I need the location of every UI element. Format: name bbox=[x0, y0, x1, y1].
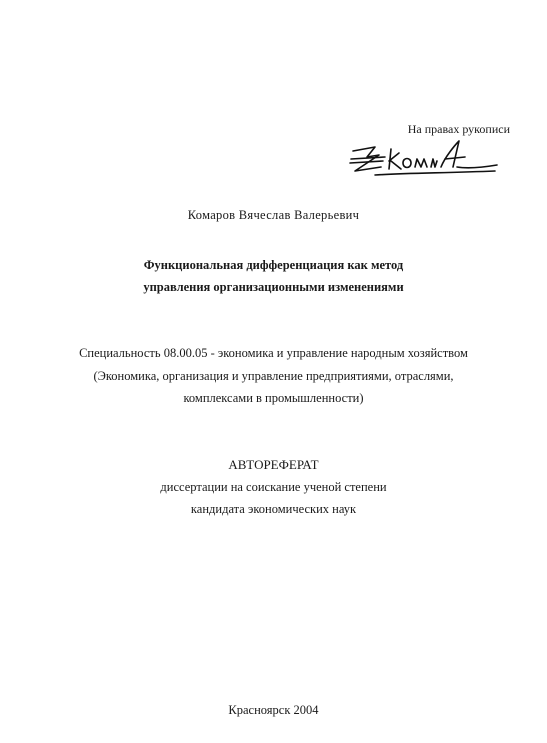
abstract-line-1: диссертации на соискание ученой степени bbox=[160, 480, 387, 494]
rights-note: На правах рукописи bbox=[407, 122, 510, 136]
handwritten-signature bbox=[345, 137, 505, 185]
title-line-1: Функциональная дифференциация как метод bbox=[143, 258, 404, 272]
city-year: Красноярск 2004 bbox=[228, 703, 319, 717]
author-name: Комаров Вячеслав Валерьевич bbox=[187, 208, 360, 222]
specialty-line-2: (Экономика, организация и управление предприятиями, отраслями, bbox=[93, 369, 454, 383]
title-line-2: управления организационными изменениями bbox=[143, 280, 404, 294]
abstract-line-2: кандидата экономических наук bbox=[190, 502, 357, 516]
specialty-line-3: комплексами в промышленности) bbox=[183, 391, 364, 405]
specialty-line-1: Специальность 08.00.05 - экономика и управление народным хозяйством bbox=[79, 346, 468, 360]
abstract-heading: АВТОРЕФЕРАТ bbox=[228, 457, 319, 472]
